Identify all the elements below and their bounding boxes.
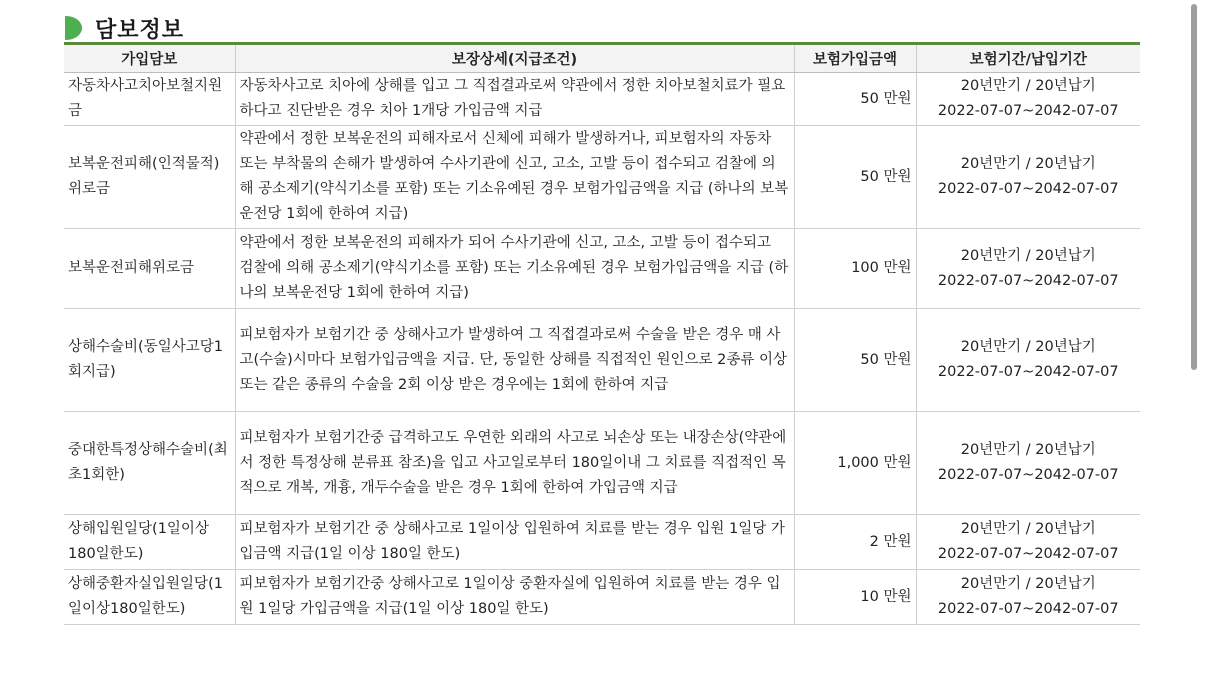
header-period: 보험기간/납입기간 — [916, 44, 1140, 73]
coverage-amount: 2 만원 — [794, 515, 916, 570]
coverage-dates: 2022-07-07~2042-07-07 — [937, 364, 1119, 380]
coverage-period — [916, 73, 1140, 126]
coverage-table — [64, 42, 1140, 625]
table-header-row — [64, 44, 1140, 73]
coverage-dates: 2022-07-07~2042-07-07 — [937, 272, 1119, 289]
scrollbar-thumb[interactable] — [1191, 4, 1197, 370]
vertical-scrollbar[interactable] — [1182, 0, 1206, 699]
coverage-detail: 약관에서 정한 보복운전의 피해자가 되어 수사기관에 신고, 고소, 고발 등이 접수되고 검찰에 의해 공소제기(약식기소를 포함) 또는 기소유예된 경우 보험가입금액을 지급 (하나의 보복운전당 1회에 한하여 지급) — [235, 229, 794, 309]
coverage-period — [916, 570, 1140, 625]
header-coverage: 가입담보 — [64, 44, 235, 73]
coverage-dates: 2022-07-07~2042-07-07 — [937, 467, 1119, 483]
coverage-term: 20년만기 / 20년납기 — [960, 247, 1096, 264]
coverage-detail: 피보험자가 보험기간중 급격하고도 우연한 외래의 사고로 뇌손상 또는 내장손상(약관에서 정한 특정상해 분류표 참조)을 입고 사고일로부터 180일이내 그 치료를 직접적인 목적으로 개복, 개흉, 개두수술을 받은 경우 1회에 한하여 가입금액 지급 — [235, 412, 794, 515]
coverage-term: 20년만기 / 20년납기 — [960, 339, 1096, 355]
table-row — [64, 515, 1140, 570]
coverage-name: 자동차사고치아보철지원금 — [64, 73, 235, 126]
table-row — [64, 309, 1140, 412]
coverage-name: 보복운전피해(인적물적)위로금 — [64, 126, 235, 229]
coverage-dates: 2022-07-07~2042-07-07 — [937, 103, 1119, 119]
table-row — [64, 570, 1140, 625]
table-row — [64, 126, 1140, 229]
coverage-term: 20년만기 / 20년납기 — [960, 521, 1096, 537]
coverage-amount: 50 만원 — [794, 126, 916, 229]
coverage-dates: 2022-07-07~2042-07-07 — [937, 181, 1119, 197]
coverage-dates: 2022-07-07~2042-07-07 — [937, 601, 1119, 617]
coverage-name: 상해중환자실입원일당(1일이상180일한도) — [64, 570, 235, 625]
coverage-amount: 50 만원 — [794, 309, 916, 412]
coverage-period — [916, 515, 1140, 570]
coverage-detail: 약관에서 정한 보복운전의 피해자로서 신체에 피해가 발생하거나, 피보험자의 자동차 또는 부착물의 손해가 발생하여 수사기관에 신고, 고소, 고발 등이 접수되고 검찰에 의해 공소제기(약식기소를 포함) 또는 기소유예된 경우 보험가입금액을 지급 (하나의 보복운전당 1회에 한하여 지급) — [235, 126, 794, 229]
coverage-amount: 10 만원 — [794, 570, 916, 625]
coverage-name: 보복운전피해위로금 — [64, 229, 235, 309]
section-title: 담보정보 — [95, 17, 185, 43]
coverage-amount: 100 만원 — [794, 229, 916, 309]
section-header — [63, 12, 184, 44]
coverage-term: 20년만기 / 20년납기 — [960, 576, 1096, 592]
table-row — [64, 229, 1140, 309]
header-amount: 보험가입금액 — [794, 44, 916, 73]
table-row — [64, 412, 1140, 515]
coverage-detail: 자동차사고로 치아에 상해를 입고 그 직접결과로써 약관에서 정한 치아보철치료가 필요하다고 진단받은 경우 치아 1개당 가입금액 지급 — [235, 73, 794, 126]
coverage-detail: 피보험자가 보험기간 중 상해사고로 1일이상 입원하여 치료를 받는 경우 입원 1일당 가입금액 지급(1일 이상 180일 한도) — [235, 515, 794, 570]
coverage-period — [916, 412, 1140, 515]
coverage-name: 중대한특정상해수술비(최초1회한) — [64, 412, 235, 515]
coverage-period — [916, 126, 1140, 229]
coverage-detail: 피보험자가 보험기간중 상해사고로 1일이상 중환자실에 입원하여 치료를 받는 경우 입원 1일당 가입금액을 지급(1일 이상 180일 한도) — [235, 570, 794, 625]
coverage-dates: 2022-07-07~2042-07-07 — [937, 546, 1119, 562]
coverage-period — [916, 229, 1140, 309]
coverage-amount: 50 만원 — [794, 73, 916, 126]
coverage-period — [916, 309, 1140, 412]
coverage-name: 상해입원일당(1일이상180일한도) — [64, 515, 235, 570]
table-row — [64, 73, 1140, 126]
coverage-detail: 피보험자가 보험기간 중 상해사고가 발생하여 그 직접결과로써 수술을 받은 경우 매 사고(수술)시마다 보험가입금액을 지급. 단, 동일한 상해를 직접적인 원인으로 2종류 이상 또는 같은 종류의 수술을 2회 이상 받은 경우에는 1회에 한하여 지급 — [235, 309, 794, 412]
header-detail: 보장상세(지급조건) — [235, 44, 794, 73]
coverage-term: 20년만기 / 20년납기 — [960, 78, 1096, 94]
coverage-name: 상해수술비(동일사고당1회지급) — [64, 309, 235, 412]
leaf-bullet-icon — [63, 15, 83, 41]
coverage-term: 20년만기 / 20년납기 — [960, 156, 1096, 172]
coverage-amount: 1,000 만원 — [794, 412, 916, 515]
coverage-term: 20년만기 / 20년납기 — [960, 442, 1096, 458]
